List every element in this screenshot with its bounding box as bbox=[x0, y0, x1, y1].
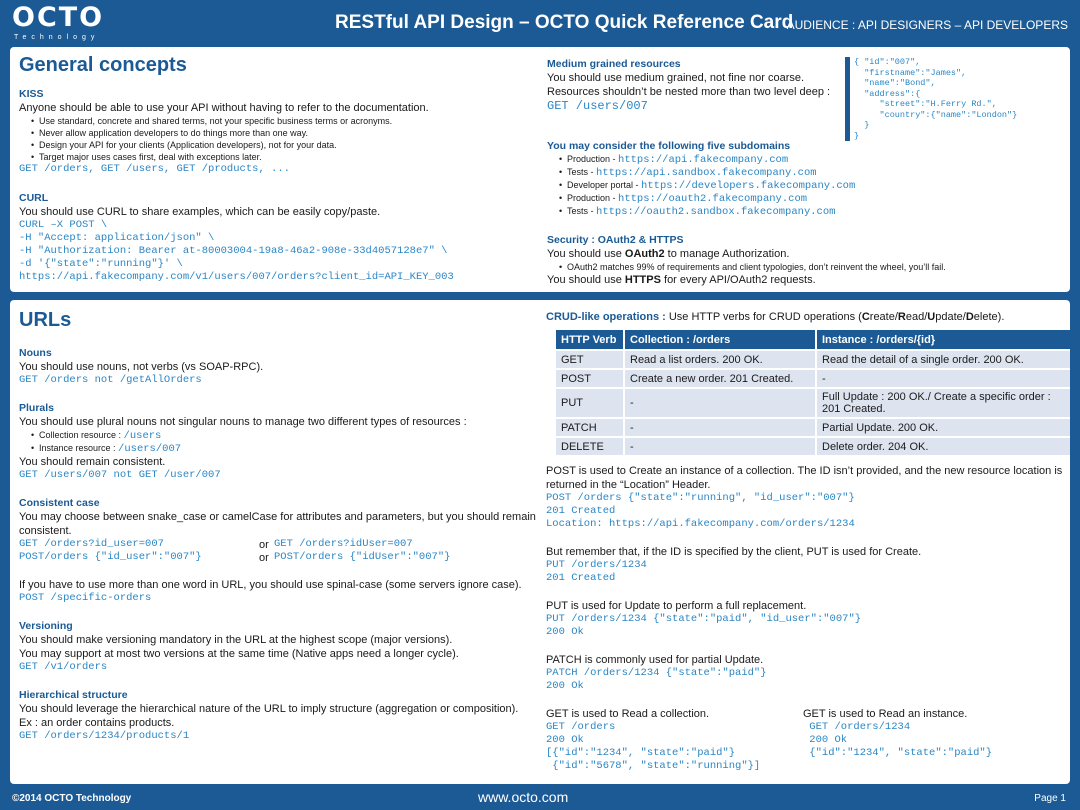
versioning-code: GET /v1/orders bbox=[19, 661, 108, 673]
table-cell: Read a list orders. 200 OK. bbox=[625, 351, 815, 368]
medium-grained-heading: Medium grained resources bbox=[547, 58, 681, 70]
get-examples bbox=[546, 707, 1066, 772]
section-title-urls: URLs bbox=[19, 309, 72, 331]
table-cell: - bbox=[625, 419, 815, 436]
put-update-text: PUT is used for Update to perform a full replacement. bbox=[546, 600, 807, 612]
case-text: You may choose between snake_case or camelCase for attributes and parameters, but you should remain consistent. bbox=[19, 511, 536, 537]
json-line: "address":{ bbox=[854, 88, 921, 99]
hierarchical-text: Ex : an order contains products. bbox=[19, 717, 175, 729]
kiss-bullet: • Design your API for your clients (Application developers), not for your data. bbox=[19, 139, 539, 151]
page-title: RESTful API Design – OCTO Quick Reference Card bbox=[335, 12, 794, 33]
get-instance-code: 200 Ok bbox=[803, 734, 848, 746]
plurals-bullet: • Instance resource : /users/007 bbox=[19, 442, 539, 455]
general-right-column bbox=[547, 57, 847, 113]
table-cell: Create a new order. 201 Created. bbox=[625, 370, 815, 387]
table-cell: - bbox=[625, 438, 815, 455]
patch-code: PATCH /orders/1234 {"state":"paid"} bbox=[546, 667, 767, 679]
table-cell: Read the detail of a single order. 200 OK. bbox=[817, 351, 1070, 368]
subdomain-item: • Tests - https://oauth2.sandbox.fakecompany.com bbox=[547, 205, 1067, 218]
table-row bbox=[556, 419, 1070, 436]
table-header: Instance : /orders/{id} bbox=[817, 330, 1070, 349]
kiss-bullet: • Target major uses cases first, deal with exceptions later. bbox=[19, 151, 539, 163]
plurals-bullet: • Collection resource : /users bbox=[19, 429, 539, 442]
case-code: POST/orders {"id_user":"007"} bbox=[19, 551, 202, 563]
patch-text: PATCH is commonly used for partial Update. bbox=[546, 654, 764, 666]
medium-grained-text: Resources shouldn’t be nested more than two level deep : bbox=[547, 86, 831, 98]
crud-table bbox=[554, 328, 1072, 457]
table-row bbox=[556, 370, 1070, 387]
json-line: "street":"H.Ferry Rd.", bbox=[854, 99, 997, 109]
json-line: "firstname":"James", bbox=[854, 67, 967, 78]
curl-heading: CURL bbox=[19, 192, 49, 204]
spinal-text: If you have to use more than one word in URL, you should use spinal-case (some servers ignore case). bbox=[19, 579, 522, 591]
post-code: 201 Created bbox=[546, 505, 616, 517]
plurals-code: GET /users/007 not GET /user/007 bbox=[19, 469, 221, 481]
versioning-heading: Versioning bbox=[19, 620, 73, 632]
crud-intro-text: CRUD-like operations : Use HTTP verbs for CRUD operations (Create/Read/Update/Delete). bbox=[546, 311, 1005, 323]
footer-page-number: Page 1 bbox=[1034, 793, 1066, 804]
table-cell: PATCH bbox=[556, 419, 623, 436]
table-header: HTTP Verb bbox=[556, 330, 623, 349]
put-update-code: PUT /orders/1234 {"state":"paid", "id_user":"007"} bbox=[546, 613, 862, 625]
header bbox=[0, 0, 1080, 46]
case-code: POST/orders {"idUser":"007"} bbox=[274, 551, 451, 563]
kiss-bullet: • Use standard, concrete and shared terms, not your specific business terms or acronyms. bbox=[19, 115, 539, 127]
kiss-bullet: • Never allow application developers to do things more than one way. bbox=[19, 127, 539, 139]
table-cell: DELETE bbox=[556, 438, 623, 455]
crud-intro bbox=[546, 310, 1066, 324]
logo-text: OCTO bbox=[12, 2, 105, 33]
get-instance-code: GET /orders/1234 bbox=[803, 721, 911, 733]
json-line: "name":"Bond", bbox=[854, 78, 936, 88]
crud-examples bbox=[546, 464, 1066, 772]
table-cell: Full Update : 200 OK./ Create a specific order : 201 Created. bbox=[817, 389, 1070, 417]
get-collection-code: 200 Ok bbox=[546, 734, 584, 746]
subdomain-item: • Production - https://oauth2.fakecompany.com bbox=[547, 192, 1067, 205]
table-row bbox=[556, 389, 1070, 417]
audience-label: AUDIENCE : API DESIGNERS – API DEVELOPERS bbox=[786, 18, 1068, 32]
security-text: You should use OAuth2 to manage Authorization. bbox=[547, 248, 790, 260]
security-bullet: • OAuth2 matches 99% of requirements and client typologies, don’t reinvent the wheel, you’ll fail. bbox=[547, 261, 1067, 273]
curl-code-line: -d '{"state":"running"}' \ bbox=[19, 258, 183, 270]
get-collection-block bbox=[546, 707, 796, 773]
get-instance-text: GET is used to Read an instance. bbox=[803, 708, 968, 720]
table-row bbox=[556, 351, 1070, 368]
nouns-heading: Nouns bbox=[19, 347, 52, 359]
get-instance-block bbox=[803, 707, 1063, 760]
table-row bbox=[556, 438, 1070, 455]
security-text: You should use HTTPS for every API/OAuth2 requests. bbox=[547, 274, 816, 286]
general-concepts-panel bbox=[10, 47, 1070, 292]
hierarchical-text: You should leverage the hierarchical nature of the URL to imply structure (aggregation or composition). bbox=[19, 703, 519, 715]
kiss-code: GET /orders, GET /users, GET /products, ... bbox=[19, 163, 290, 175]
table-header: Collection : /orders bbox=[625, 330, 815, 349]
patch-code: 200 Ok bbox=[546, 680, 584, 692]
urls-left-column bbox=[19, 308, 539, 743]
post-text: POST is used to Create an instance of a collection. The ID isn’t provided, and the new resource location is returned in the “Location” Header. bbox=[546, 465, 1063, 491]
get-collection-text: GET is used to Read a collection. bbox=[546, 708, 710, 720]
table-cell: - bbox=[817, 370, 1070, 387]
section-title-general: General concepts bbox=[19, 54, 187, 76]
plurals-text: You should use plural nouns not singular nouns to manage two different types of resources : bbox=[19, 416, 467, 428]
nouns-code: GET /orders not /getAllOrders bbox=[19, 374, 202, 386]
hierarchical-heading: Hierarchical structure bbox=[19, 689, 128, 701]
security-heading: Security : OAuth2 & HTTPS bbox=[547, 234, 684, 246]
spinal-code: POST /specific-orders bbox=[19, 592, 152, 604]
case-code: GET /orders?id_user=007 bbox=[19, 538, 164, 550]
post-code: Location: https://api.fakecompany.com/orders/1234 bbox=[546, 518, 855, 530]
json-line: } bbox=[854, 120, 870, 130]
kiss-text: Anyone should be able to use your API without having to refer to the documentation. bbox=[19, 102, 429, 114]
case-code: GET /orders?idUser=007 bbox=[274, 538, 413, 550]
json-line: "country":{"name":"London"} bbox=[854, 109, 1018, 120]
octo-logo bbox=[12, 3, 104, 42]
case-heading: Consistent case bbox=[19, 497, 100, 509]
footer-copyright: ©2014 OCTO Technology bbox=[12, 793, 132, 804]
table-cell: Partial Update. 200 OK. bbox=[817, 419, 1070, 436]
curl-code-line: CURL –X POST \ bbox=[19, 219, 108, 231]
json-line: { "id":"007", bbox=[854, 57, 921, 67]
hierarchical-code: GET /orders/1234/products/1 bbox=[19, 730, 190, 742]
urls-panel bbox=[10, 300, 1070, 784]
subdomains-block bbox=[547, 139, 1067, 218]
nouns-text: You should use nouns, not verbs (vs SOAP-RPC). bbox=[19, 361, 264, 373]
versioning-text: You may support at most two versions at the same time (Native apps need a longer cycle). bbox=[19, 648, 459, 660]
subdomain-item: • Developer portal - https://developers.fakecompany.com bbox=[547, 179, 1067, 192]
security-block bbox=[547, 233, 1067, 287]
get-collection-code: GET /orders bbox=[546, 721, 616, 733]
get-collection-code: {"id":"5678", "state":"running"}] bbox=[546, 760, 761, 772]
table-cell: POST bbox=[556, 370, 623, 387]
curl-code-line: -H "Accept: application/json" \ bbox=[19, 232, 215, 244]
table-header-row bbox=[556, 330, 1070, 349]
table-cell: - bbox=[625, 389, 815, 417]
get-instance-code: {"id":"1234", "state":"paid"} bbox=[803, 747, 993, 759]
put-update-code: 200 Ok bbox=[546, 626, 584, 638]
case-examples bbox=[19, 538, 539, 564]
general-left-column bbox=[19, 53, 539, 284]
footer-website-link[interactable]: www.octo.com bbox=[478, 789, 569, 805]
get-collection-code: [{"id":"1234", "state":"paid"} bbox=[546, 747, 736, 759]
put-create-code: 201 Created bbox=[546, 572, 616, 584]
case-or: or bbox=[259, 539, 269, 551]
subdomain-item: • Tests - https://api.sandbox.fakecompany.com bbox=[547, 166, 1067, 179]
table-cell: GET bbox=[556, 351, 623, 368]
kiss-heading: KISS bbox=[19, 88, 44, 100]
medium-grained-code: GET /users/007 bbox=[547, 99, 648, 113]
json-line: } bbox=[854, 130, 860, 141]
put-create-code: PUT /orders/1234 bbox=[546, 559, 647, 571]
table-cell: Delete order. 204 OK. bbox=[817, 438, 1070, 455]
plurals-text2: You should remain consistent. bbox=[19, 456, 166, 468]
subdomain-item: • Production - https://api.fakecompany.com bbox=[547, 153, 1067, 166]
plurals-heading: Plurals bbox=[19, 402, 55, 414]
medium-grained-text: You should use medium grained, not fine nor coarse. bbox=[547, 72, 805, 84]
table-cell: PUT bbox=[556, 389, 623, 417]
case-or: or bbox=[259, 552, 269, 564]
logo-subtext: Technology bbox=[14, 34, 100, 41]
subdomains-heading: You may consider the following five subdomains bbox=[547, 140, 791, 152]
curl-code-line: https://api.fakecompany.com/v1/users/007/orders?client_id=API_KEY_003 bbox=[19, 271, 454, 283]
versioning-text: You should make versioning mandatory in the URL at the highest scope (major versions). bbox=[19, 634, 453, 646]
post-code: POST /orders {"state":"running", "id_user":"007"} bbox=[546, 492, 855, 504]
json-example bbox=[845, 57, 1045, 141]
put-create-text: But remember that, if the ID is specified by the client, PUT is used for Create. bbox=[546, 546, 922, 558]
curl-code-line: -H "Authorization: Bearer at-80003004-19a8-46a2-908e-33d4057128e7" \ bbox=[19, 245, 448, 257]
curl-text: You should use CURL to share examples, which can be easily copy/paste. bbox=[19, 206, 381, 218]
